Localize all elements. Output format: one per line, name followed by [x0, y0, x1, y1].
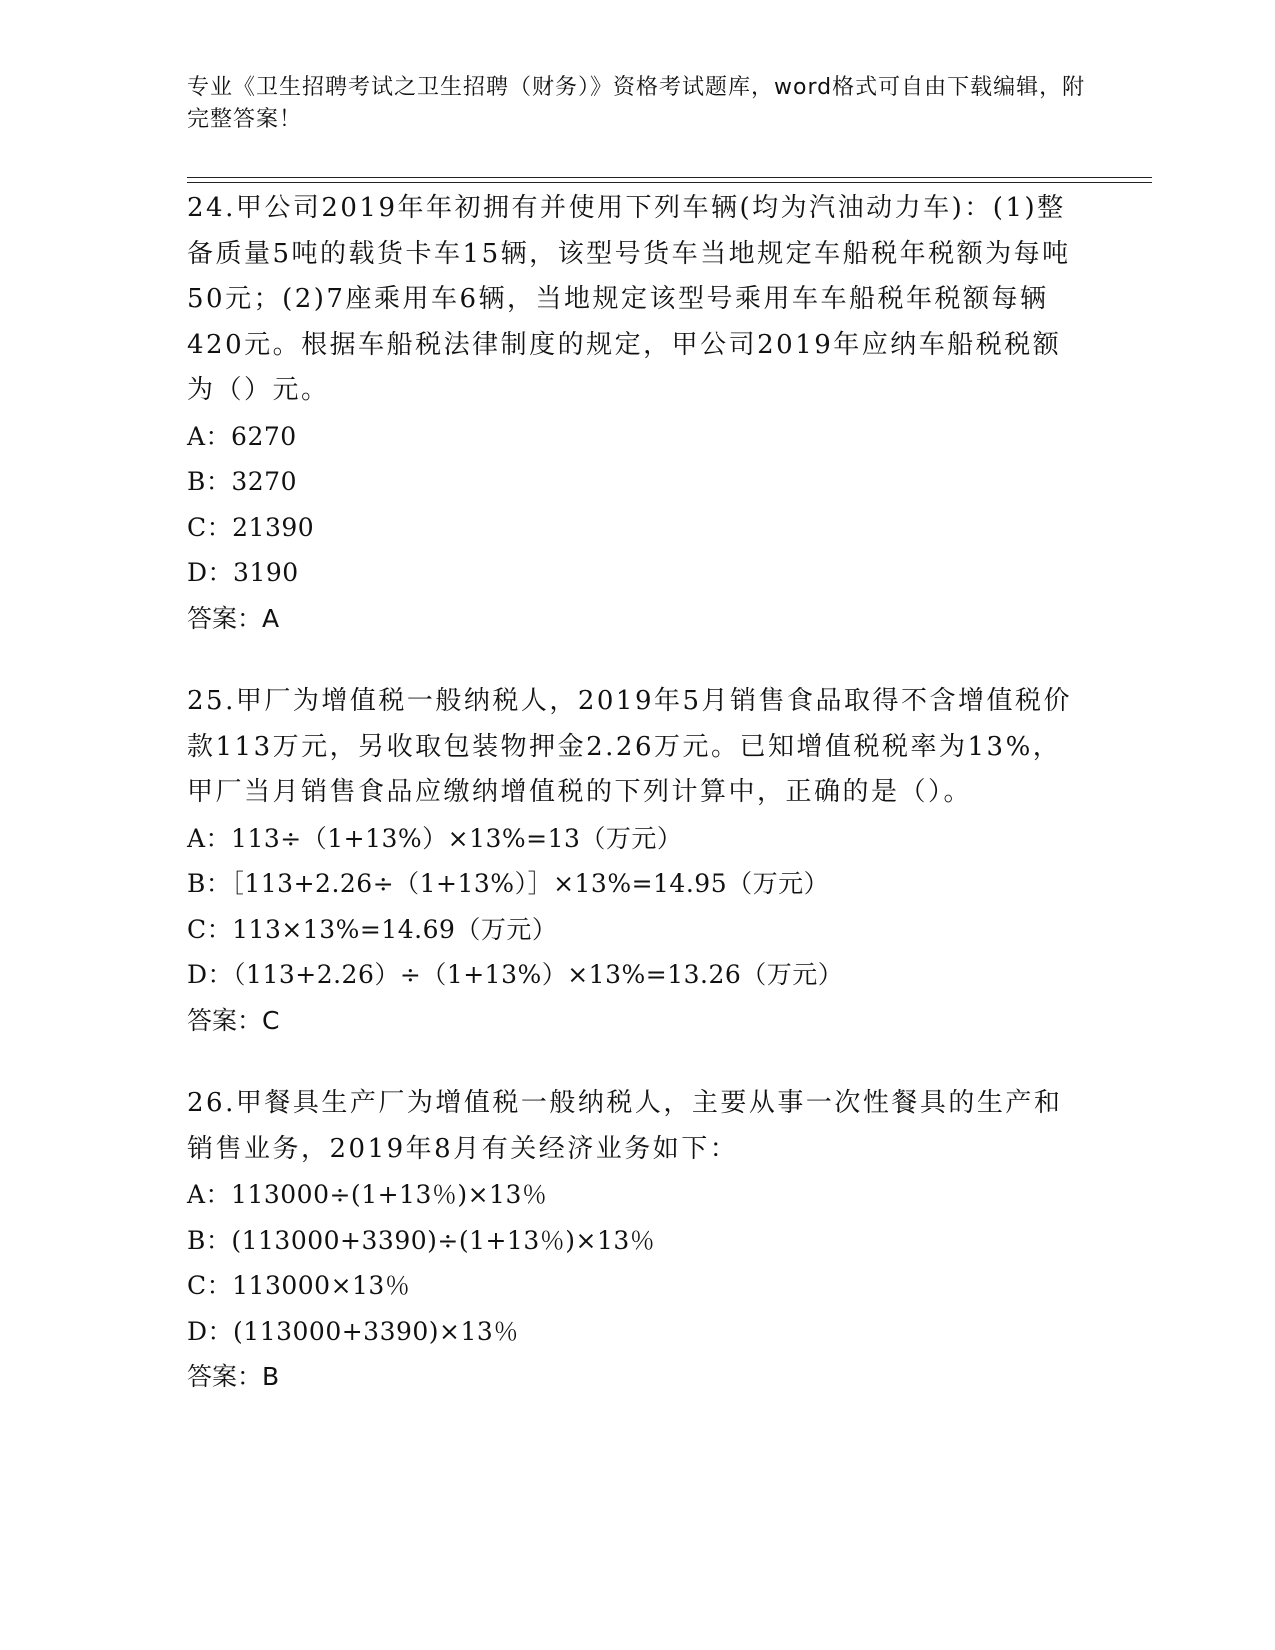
option-d: D：（113+2.26）÷（1+13%）×13%=13.26（万元） — [187, 960, 844, 989]
question-stem: 25.甲厂为增值税一般纳税人，2019年5月销售食品取得不含增值税价款113万元，另收取包装物押金2.26万元。已知增值税税率为13%，甲厂当月销售食品应缴纳增值税的下列计算中，正确的是（）。 — [187, 686, 1073, 807]
document-header: 专业《卫生招聘考试之卫生招聘（财务）》资格考试题库，word格式可自由下载编辑，附完整答案！ — [187, 75, 1086, 132]
option-b: B：［113+2.26÷（1+13%）］×13%=14.95（万元） — [187, 869, 830, 898]
option-a: A：6270 — [187, 421, 297, 451]
option-d: D：(113000+3390)×13％ — [187, 1316, 519, 1346]
option-c: C：21390 — [187, 512, 315, 542]
question-stem: 24.甲公司2019年年初拥有并使用下列车辆(均为汽油动力车)：(1)整备质量5吨的载货卡车15辆，该型号货车当地规定车船税年税额为每吨50元；(2)7座乘用车6辆，当地规定该型号乘用车车船税年税额每辆420元。根据车船税法律制度的规定，甲公司2019年应纳车船税税额为（）元。 — [187, 193, 1071, 405]
option-c: C：113000×13％ — [187, 1271, 411, 1300]
option-a: A：113000÷(1+13％)×13％ — [187, 1180, 548, 1209]
header-divider-bottom — [187, 182, 1152, 183]
option-c: C：113×13%=14.69（万元） — [187, 914, 558, 944]
question-25 — [187, 679, 1087, 1043]
option-a: A：113÷（1+13%）×13%=13（万元） — [187, 823, 683, 853]
option-d: D：3190 — [187, 558, 299, 587]
question-24 — [187, 186, 1087, 641]
question-26 — [187, 1081, 1087, 1400]
answer-line: 答案：C — [187, 1005, 280, 1035]
option-b: B：3270 — [187, 467, 297, 496]
header-divider-top — [187, 177, 1152, 178]
question-stem: 26.甲餐具生产厂为增值税一般纳税人，主要从事一次性餐具的生产和销售业务，2019年8月有关经济业务如下： — [187, 1088, 1063, 1164]
answer-line: 答案：A — [187, 603, 280, 633]
question-list — [187, 186, 1087, 1438]
answer-line: 答案：B — [187, 1362, 280, 1391]
option-b: B：(113000+3390)÷(1+13％)×13％ — [187, 1225, 656, 1255]
